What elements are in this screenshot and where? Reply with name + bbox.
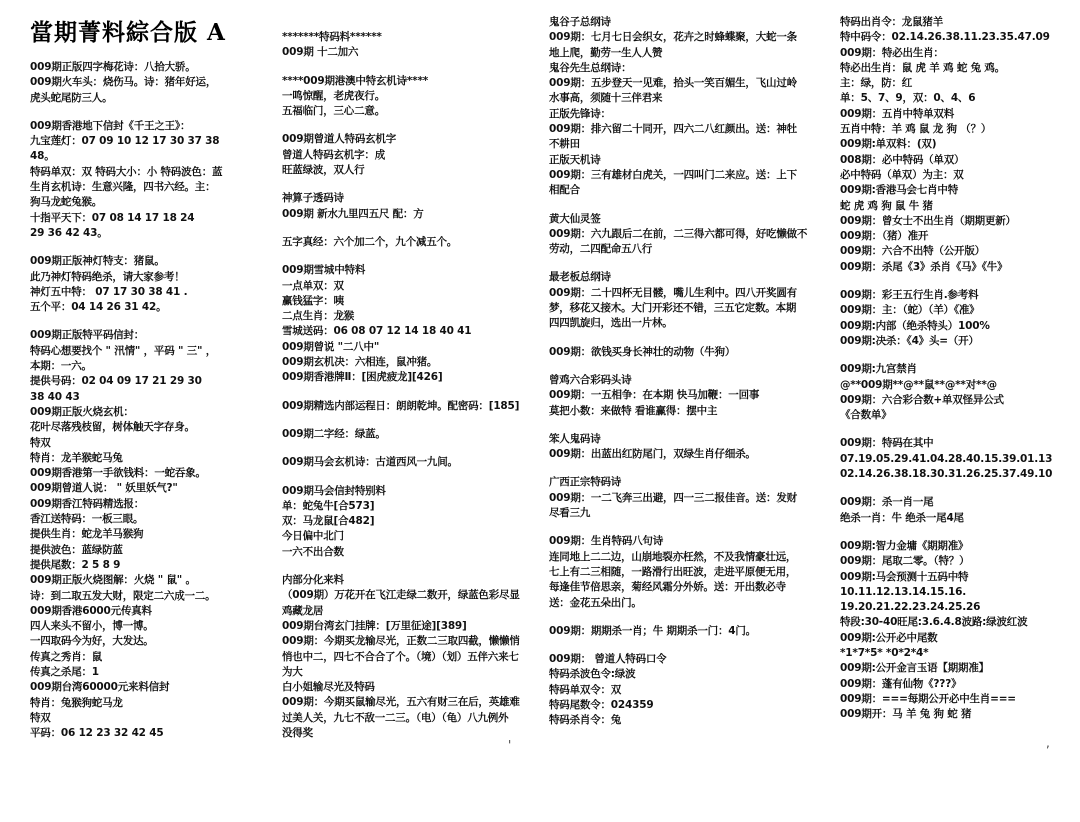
text-line: 009期精选内部运程日：朗朗乾坤。配密码：[185]: [282, 399, 520, 412]
text-line: 009期香港牌Ⅱ：[困虎疲龙][426]: [282, 371, 443, 384]
text-line: 009期:单双料：(双): [840, 138, 937, 151]
text-line: 提供尾数：2 5 8 9: [30, 558, 121, 571]
text-line: （009期）万花开在飞江走绿二数开，绿蓝色彩尽显: [282, 589, 520, 602]
text-block: [549, 534, 811, 610]
text-line: 009期：六九跟后二在前，二三得六都可得，好吃懒做不: [549, 227, 808, 240]
stray-mark: ,: [1046, 736, 1050, 750]
text-line: 009期：一五相争：在本期 快马加鞭：一回事: [549, 389, 760, 402]
column-3: [549, 15, 811, 777]
column-1: [30, 60, 262, 822]
text-line: 提供号码：02 04 09 17 21 29 30: [30, 375, 202, 388]
text-block: [282, 573, 530, 741]
text-block: [549, 624, 811, 639]
text-line: 香江送特码：一板三眼。: [30, 513, 144, 526]
text-line: 009期：三有雄材白虎关，一四叫门二来应。送：上下: [549, 168, 797, 181]
text-line: 传真之秀肖：鼠: [30, 650, 103, 663]
text-line: 今日偏中北门: [282, 530, 344, 543]
text-block: [282, 74, 530, 120]
text-block: [282, 455, 530, 470]
text-line: 狗马龙蛇兔猴。: [30, 196, 103, 209]
text-line: 特码单双：双 特码大小：小 特码波色：蓝: [30, 165, 223, 178]
text-line: 主：绿，防：红: [840, 77, 913, 90]
text-line: 十指平天下：07 08 14 17 18 24: [30, 211, 195, 224]
text-line: 009期：曾女士不出生肖（期期更新）: [840, 214, 1016, 227]
text-line: 传真之杀尾：1: [30, 665, 99, 678]
text-line: 黄大仙灵签: [549, 212, 601, 225]
text-line: 009期香港第一手欲钱料：一蛇吞象。: [30, 467, 206, 480]
text-line: 雪城送码：06 08 07 12 14 18 40 41: [282, 325, 472, 338]
text-line: *******特码料******: [282, 31, 382, 43]
text-line: 009期正版火烧玄机：: [30, 405, 134, 418]
text-line: 38 40 43: [30, 390, 80, 403]
text-line: 内部分化来料: [282, 574, 344, 587]
text-line: 九宝莲灯：07 09 10 12 17 30 37 38: [30, 135, 220, 148]
text-line: 009期曾说 "二八中": [282, 340, 380, 353]
text-block: [549, 345, 811, 360]
text-block: [549, 432, 811, 463]
text-line: 009期:公开必中尾数: [840, 631, 938, 644]
text-line: 单：蛇兔牛[合573]: [282, 499, 375, 512]
text-block: [549, 373, 811, 419]
text-line: 特码心想要找个 " 汛情" ，平码 " 三" ，: [30, 344, 217, 357]
text-line: 009期：杀尾《3》杀肖《马》《牛》: [840, 260, 1008, 273]
text-line: 特码杀肖令：兔: [549, 714, 622, 727]
text-line: 008期：必中特码（单双）: [840, 153, 965, 166]
text-block: [30, 119, 262, 241]
text-line: 009期：彩王五行生肖.参考料: [840, 289, 979, 302]
text-line: 009期曾道人特码玄机字: [282, 133, 397, 146]
text-line: 009期正版四字梅花诗：八拾大骄。: [30, 61, 196, 73]
text-line: 鬼谷先生总纲诗：: [549, 61, 632, 74]
text-line: 莫把小数：来做特 看谁赢得：摆中主: [549, 404, 718, 417]
text-line: 009期正版火烧图解：火烧 " 鼠" 。: [30, 574, 196, 587]
text-line: 009期:内部（绝杀特头）100%: [840, 319, 990, 332]
text-line: 笨人鬼码诗: [549, 432, 601, 445]
text-line: 悄也中二，四七不合合了个。（境）（划）五伴六来七: [282, 650, 519, 663]
text-line: 白小姐输尽光及特码: [282, 681, 375, 694]
text-line: 009期：七月七日会织女，花卉之时蜂蝶聚，大蛇一条: [549, 31, 797, 44]
text-line: 正版天机诗: [549, 153, 601, 166]
text-line: ****009期港澳中特玄机诗****: [282, 74, 429, 87]
text-line: 009期台湾玄门挂牌：[万里征途][389]: [282, 619, 467, 632]
text-line: 10.11.12.13.14.15.16.: [840, 585, 967, 598]
text-line: 02.14.26.38.18.30.31.26.25.37.49.10: [840, 468, 1053, 481]
column-2: [282, 30, 530, 792]
text-line: 劳动，二四配命五八行: [549, 243, 652, 256]
text-line: 009期： 曾道人特码口令: [549, 653, 667, 666]
text-line: 为大: [282, 665, 303, 678]
text-block: [282, 263, 530, 385]
text-block: [549, 475, 811, 521]
text-line: 神灯五中特： 07 17 30 38 41 .: [30, 285, 188, 298]
text-line: 生肖玄机诗：生意兴隆，四书六经。主：: [30, 181, 216, 194]
text-line: 虎头蛇尾防三人。: [30, 91, 113, 104]
text-line: 特码尾数令：024359: [549, 698, 654, 711]
text-line: 009期：生肖特码八句诗: [549, 535, 664, 548]
text-line: 四四凯旋归，选出一片林。: [549, 317, 673, 330]
text-line: 正版先锋诗：: [549, 107, 611, 120]
text-line: 蛇 虎 鸡 狗 鼠 牛 猪: [840, 199, 933, 212]
text-line: 009期：五肖中特单双料: [840, 107, 955, 120]
text-line: 五字真经：六个加二个，九个减五个。: [282, 235, 458, 248]
text-line: 特必出生肖：鼠 虎 羊 鸡 蛇 兔 鸡。: [840, 61, 1005, 74]
text-line: 广西正宗特码诗: [549, 476, 622, 489]
text-line: 鸡藏龙居: [282, 604, 324, 617]
text-line: 009期:香港马会七肖中特: [840, 184, 959, 197]
column-4: [840, 15, 1062, 777]
text-line: 009期正版神灯特支：猪鼠。: [30, 255, 165, 268]
text-line: 绝杀一肖：牛 绝杀一尾4尾: [840, 511, 964, 524]
text-line: 鬼谷子总纲诗: [549, 16, 611, 28]
text-block: [840, 495, 1062, 526]
text-line: 每逢佳节倍思亲，菊经风霜分外娇。送：开出数必寺: [549, 581, 786, 594]
text-line: 尽看三九: [549, 507, 591, 520]
text-line: 连同地上二二边，山崩地裂亦枉然，不及我情豪壮远，: [549, 550, 797, 563]
text-line: 009期 十二加六: [282, 46, 359, 59]
text-line: 009期：出蓝出红防尾门，双绿生肖仔细杀。: [549, 448, 756, 461]
text-line: 48。: [30, 150, 55, 163]
text-line: 009期 新水九里四五尺 配：方: [282, 207, 424, 220]
text-line: 特码出肖令：龙鼠猪羊: [840, 16, 943, 28]
text-line: 009期：欲钱买身长神壮的动物（牛狗）: [549, 345, 736, 358]
text-line: 一六不出合数: [282, 545, 344, 558]
text-line: 009期：主：（蛇）（羊）《准》: [840, 304, 980, 317]
text-block: [840, 539, 1062, 723]
text-line: 009期：特必出生肖：: [840, 46, 944, 59]
text-line: 不耕田: [549, 138, 580, 151]
text-line: 赢钱猛字：咦: [282, 294, 344, 307]
text-line: 送：金花五朵出门。: [549, 596, 642, 609]
text-line: 梦，移花又接木。大门开彩还不错，三五它定数。本期: [549, 302, 797, 315]
text-line: 花叶尽落残枝留，树体触天字存身。: [30, 421, 195, 434]
text-line: 五肖中特：羊 鸡 鼠 龙 狗 （？）: [840, 123, 992, 136]
text-line: 没得奖: [282, 726, 313, 739]
text-block: [30, 328, 262, 741]
text-line: 特码单双令：双: [549, 683, 622, 696]
text-line: 009期：二十四杯无目髅，嘴儿生利中。四八开奖圆有: [549, 286, 797, 299]
text-line: 009期火车头：烧伤马。诗：猪年好运，: [30, 76, 217, 89]
text-line: 009期曾道人说： " 妖里妖气?": [30, 482, 178, 495]
text-line: 009期香港地下信封《千王之王》：: [30, 119, 191, 132]
text-line: 特肖：龙羊猴蛇马兔: [30, 451, 123, 464]
text-block: [549, 212, 811, 258]
text-line: 009期：===每期公开必中生肖===: [840, 692, 1016, 705]
text-block: [282, 191, 530, 222]
text-block: [282, 30, 530, 61]
text-line: 009期马会玄机诗：古道西风一九间。: [282, 456, 458, 469]
text-line: 009期玄机决：六相连，鼠冲猪。: [282, 356, 438, 369]
text-line: 诗：到二取五发大财，限定二六成一二。: [30, 589, 216, 602]
text-line: 009期:九宫禁肖: [840, 363, 917, 376]
text-line: 009期：六合不出特（公开版）: [840, 245, 985, 258]
text-block: [840, 362, 1062, 423]
text-line: 相配合: [549, 184, 580, 197]
text-line: 提供生肖：蛇龙羊马猴狗: [30, 528, 144, 541]
text-line: 提供波色：蓝绿防蓝: [30, 543, 123, 556]
text-line: 009期：六合彩合数+单双怪异公式: [840, 393, 1004, 406]
text-line: 009期马会信封特别料: [282, 484, 386, 497]
text-block: [840, 288, 1062, 349]
text-line: 特码杀波色令:绿波: [549, 668, 636, 681]
text-block: [549, 270, 811, 331]
text-line: 过美人关，九七不敌一二三。（电）（龟）八九例外: [282, 711, 509, 724]
text-line: 特段:30-40旺尾:3.6.4.8波路:绿波红波: [840, 616, 1028, 629]
text-line: 009期：特码在其中: [840, 437, 934, 450]
text-line: 此乃神灯特码绝杀，请大家参考！: [30, 270, 185, 283]
text-line: 009期:公开金言玉语【期期准】: [840, 662, 989, 675]
text-line: 009期香江特码精选报：: [30, 497, 145, 510]
text-line: *1*7*5* *0*2*4*: [840, 646, 929, 659]
text-line: 009期：期期杀一肖；牛 期期杀一门：4门。: [549, 624, 756, 637]
text-line: 特肖：兔猴狗蛇马龙: [30, 696, 123, 709]
text-line: @**009期**@**鼠**@**对**@: [840, 378, 997, 391]
text-line: 最老板总纲诗: [549, 271, 611, 284]
text-line: 009期:智力金墉《期期准》: [840, 539, 969, 552]
text-line: 009期台湾60000元来料信封: [30, 681, 170, 694]
text-line: 特双: [30, 711, 51, 724]
text-line: 07.19.05.29.41.04.28.40.15.39.01.13: [840, 452, 1053, 465]
text-line: 神算子透码诗: [282, 192, 344, 205]
text-block: [840, 436, 1062, 482]
text-line: 009期雪城中特料: [282, 264, 366, 277]
text-line: 必中特码（单双）为主：双: [840, 168, 964, 181]
page-title: 當期菁料綜合版 A: [30, 19, 226, 46]
text-line: 一四取码今为好，大发达。: [30, 635, 154, 648]
text-block: [282, 427, 530, 442]
text-line: 009期:马会预测十五码中特: [840, 570, 969, 583]
text-block: [282, 399, 530, 414]
text-line: 四人来头不留小，博一博。: [30, 620, 154, 633]
text-line: 009期：蓬有仙物《???》: [840, 677, 962, 690]
text-block: [282, 132, 530, 178]
text-line: 水事高，须随十三伴君来: [549, 92, 663, 105]
text-block: [30, 60, 262, 106]
text-line: 《合数单》: [840, 409, 892, 422]
text-line: 单：5、7、9，双：0、4、6: [840, 92, 976, 105]
text-line: 29 36 42 43。: [30, 226, 108, 239]
text-block: [549, 15, 811, 199]
text-line: 地上爬，勤劳一生人人赞: [549, 46, 663, 59]
text-line: 本期：一六。: [30, 360, 92, 373]
text-line: 009期香港6000元传真料: [30, 604, 152, 617]
text-line: 009期：（猪）准开: [840, 230, 929, 243]
text-block: [30, 254, 262, 315]
text-line: 一鸣惊醒，老虎夜行。: [282, 89, 385, 102]
text-line: 曾道人特码玄机字：成: [282, 148, 385, 161]
text-line: 五福临门，三心二意。: [282, 105, 385, 118]
text-line: 009期开：马 羊 兔 狗 蛇 猪: [840, 708, 972, 721]
stray-mark: ': [508, 738, 512, 752]
text-block: [549, 652, 811, 728]
text-block: [840, 15, 1062, 275]
text-line: 曾鸡六合彩码头诗: [549, 373, 632, 386]
text-line: 特双: [30, 436, 51, 449]
text-line: 五个平：04 14 26 31 42。: [30, 301, 167, 314]
text-line: 009期：排六留二十同开，四六二八红颜出。送：神牡: [549, 123, 797, 136]
text-line: 009期二字经：绿蓝。: [282, 427, 386, 440]
text-line: 一点单双：双: [282, 279, 344, 292]
text-line: 009期：尾取二零。（特？）: [840, 555, 970, 568]
text-line: 009期：一二飞奔三出避，四一三二报佳音。送：发财: [549, 491, 797, 504]
text-line: 009期：今期买龙输尽光，正数二三取四截，懒懒悄: [282, 635, 520, 648]
text-line: 平码：06 12 23 32 42 45: [30, 727, 164, 740]
text-line: 009期：五步登天一见难，拾头一笑百媚生，飞山过岭: [549, 77, 797, 90]
text-line: 009期：今期买鼠输尽光，五六有财三在后，英雄难: [282, 696, 520, 709]
text-line: 双：马龙鼠[合482]: [282, 515, 375, 528]
text-line: 009期：杀一肖一尾: [840, 496, 934, 509]
text-line: 19.20.21.22.23.24.25.26: [840, 601, 981, 614]
text-block: [282, 235, 530, 250]
text-block: [282, 484, 530, 560]
text-line: 特中码令：02.14.26.38.11.23.35.47.09: [840, 31, 1050, 44]
text-line: 旺蓝绿波，双人行: [282, 164, 365, 177]
text-line: 七上有二三相随，一路滑行出旺波，走进平原便无用，: [549, 565, 797, 578]
text-line: 009期正版特平码信封：: [30, 329, 145, 342]
text-line: 009期:决杀：《4》头=（开）: [840, 334, 979, 347]
text-line: 二点生肖：龙猴: [282, 310, 355, 323]
